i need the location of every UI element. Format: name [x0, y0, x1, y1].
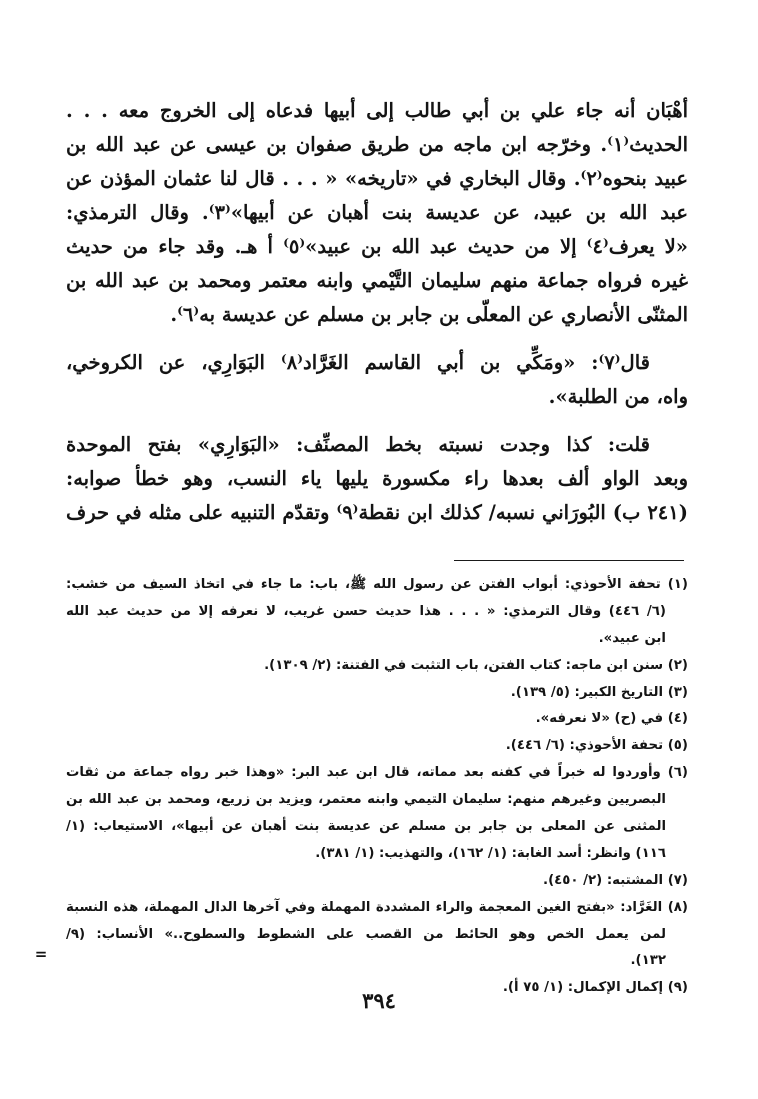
- text-line: المثنّى الأنصاري عن المعلّى بن جابر بن مسلم عن عديسة به⁽٦⁾.: [170, 303, 688, 326]
- page-number: ٣٩٤: [362, 988, 396, 1013]
- footnote-line: ١٣٢).: [630, 953, 666, 969]
- footnote-line: (١) تحفة الأحوذي: أبواب الفتن عن رسول الله ﷺ، باب: ما جاء في اتخاذ السيف من خشب:: [66, 577, 688, 592]
- text-line: وبعد الواو ألف بعدها راء مكسورة يليها ياء النسب، وهو خطأ صوابه:: [66, 467, 688, 490]
- footnote-line: (٢) سنن ابن ماجه: كتاب الفتن، باب التثبت في الفتنة: (٢/ ١٣٠٩).: [264, 657, 688, 673]
- footnotes: [66, 572, 688, 1002]
- margin-mark: =: [34, 945, 48, 963]
- text-line: واه، من الطلبة».: [548, 385, 688, 408]
- footnote-line: (٥) تحفة الأحوذي: (٦/ ٤٤٦).: [505, 738, 688, 754]
- footnote-line: (٦/ ٤٤٦) وقال الترمذي: « . . . هذا حديث حسن غريب، لا نعرفه إلا من حديث عبد الله: [66, 603, 666, 619]
- text-line: الحديث⁽١⁾. وخرّجه ابن ماجه من طريق صفوان بن عيسى عن عبد الله بن: [66, 133, 688, 156]
- footnote-line: (٤) في (ح) «لا نعرفه».: [535, 711, 688, 727]
- main-text: [66, 94, 688, 530]
- text-line: عبد الله بن عبيد، عن عديسة بنت أهبان عن أبيها»⁽٣⁾. وقال الترمذي:: [66, 201, 688, 224]
- footnote-line: (٩) إكمال الإكمال: (١/ ٧٥ أ).: [502, 980, 688, 996]
- footnote-line: (٦) وأوردوا له خبراً في كفنه بعد مماته، قال ابن عبد البر: «وهذا خبر رواه جماعة من ثقات: [66, 765, 688, 781]
- footnote-line: البصريين وغيرهم منهم: سليمان التيمي وابنه معتمر، ويزيد بن زريع، ومحمد بن عبد الله بن: [66, 792, 666, 808]
- text-line: غيره فرواه جماعة منهم سليمان التَّيْمي وابنه معتمر ومحمد بن عبد الله بن: [66, 269, 688, 292]
- text-line: قال⁽٧⁾: «ومَكِّي بن أبي القاسم الغَرَّاد⁽٨⁾ البَوَارِي، عن الكروخي،: [66, 351, 650, 374]
- footnote-line: (٨) الغَرَّاد: «بفتح الغين المعجمة والراء المشددة المهملة وفي آخرها الدال المهملة، هذه النسبة: [66, 899, 688, 915]
- footnote-line: (٣) التاريخ الكبير: (٥/ ١٣٩).: [510, 684, 688, 700]
- footnote-line: لمن يعمل الخص وهو الحائط من القصب على الشطوط والسطوح..» الأنساب: (٩/: [66, 926, 666, 942]
- text-line: قلت: كذا وجدت نسبته بخط المصنِّف: «البَوَارِي» بفتح الموحدة: [66, 433, 650, 456]
- text-line: عبيد بنحوه⁽٢⁾. وقال البخاري في «تاريخه» « . . . قال لنا عثمان المؤذن عن: [66, 167, 688, 190]
- footnote-line: (٧) المشتبه: (٢/ ٤٥٠).: [543, 872, 688, 888]
- footnote-line: المثنى عن المعلى بن جابر بن مسلم عن عديسة بنت أهبان عن أبيها»، الاستيعاب: (١/: [66, 819, 666, 835]
- footnote-divider: [454, 560, 684, 561]
- text-line: «لا يعرف⁽٤⁾ إلا من حديث عبد الله بن عبيد»⁽٥⁾ أ هـ. وقد جاء من حديث: [66, 235, 688, 258]
- footnote-line: ١١٦) وانظر: أسد الغابة: (١/ ١٦٢)، والتهذيب: (١/ ٣٨١).: [315, 845, 666, 861]
- footnote-line: ابن عبيد».: [598, 630, 666, 646]
- text-line: (٢٤١ ب) البُورَاني نسبه/ كذلك ابن نقطة⁽٩⁾ وتقدّم التنبيه على مثله في حرف: [66, 501, 688, 524]
- text-line: أهْبَان أنه جاء علي بن أبي طالب إلى أبيها فدعاه إلى الخروج معه . . .: [66, 99, 688, 122]
